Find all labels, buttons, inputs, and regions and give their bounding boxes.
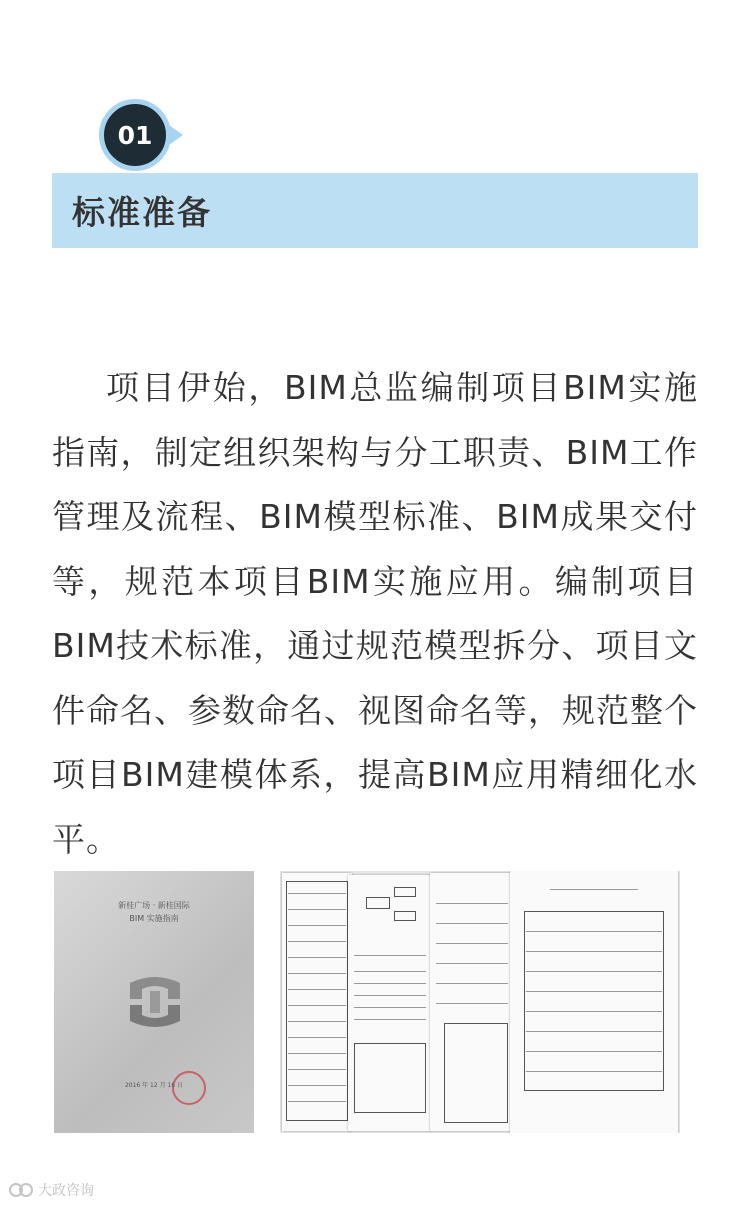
section-title: 标准准备 [72,193,212,232]
cover-title-line1: 新桂广场 · 新桂国际 [118,901,190,910]
section-header [52,97,698,248]
section-title-bar [52,173,698,248]
cover-logo-icon [122,969,188,1035]
cover-title-line2: BIM 实施指南 [129,914,179,923]
section-number: 01 [117,120,153,150]
document-page [282,873,352,1131]
standards-documents-photo [280,871,680,1133]
cover-footer: 2016 年 12 月 16 日 [124,1082,184,1089]
badge-pointer-icon [169,125,183,145]
watermark-logo-icon [8,1182,34,1198]
body-paragraph: 项目伊始，BIM总监编制项目BIM实施指南，制定组织架构与分工职责、BIM工作管理及流程、BIM模型标准、BIM成果交付等，规范本项目BIM实施应用。编制项目BIM技术标准，通过规范模型拆分、项目文件命名、参数命名、视图命名等，规范整个项目BIM建模体系，提高BIM应用精细化水平。 [52,368,698,859]
watermark-text: 大政咨询 [38,1183,94,1199]
document-page [510,871,678,1133]
section-number-badge [99,99,171,171]
document-page [430,873,514,1131]
watermark [8,1180,94,1200]
cover-title [54,899,254,925]
guide-cover-photo [54,871,254,1133]
document-page [348,875,432,1131]
